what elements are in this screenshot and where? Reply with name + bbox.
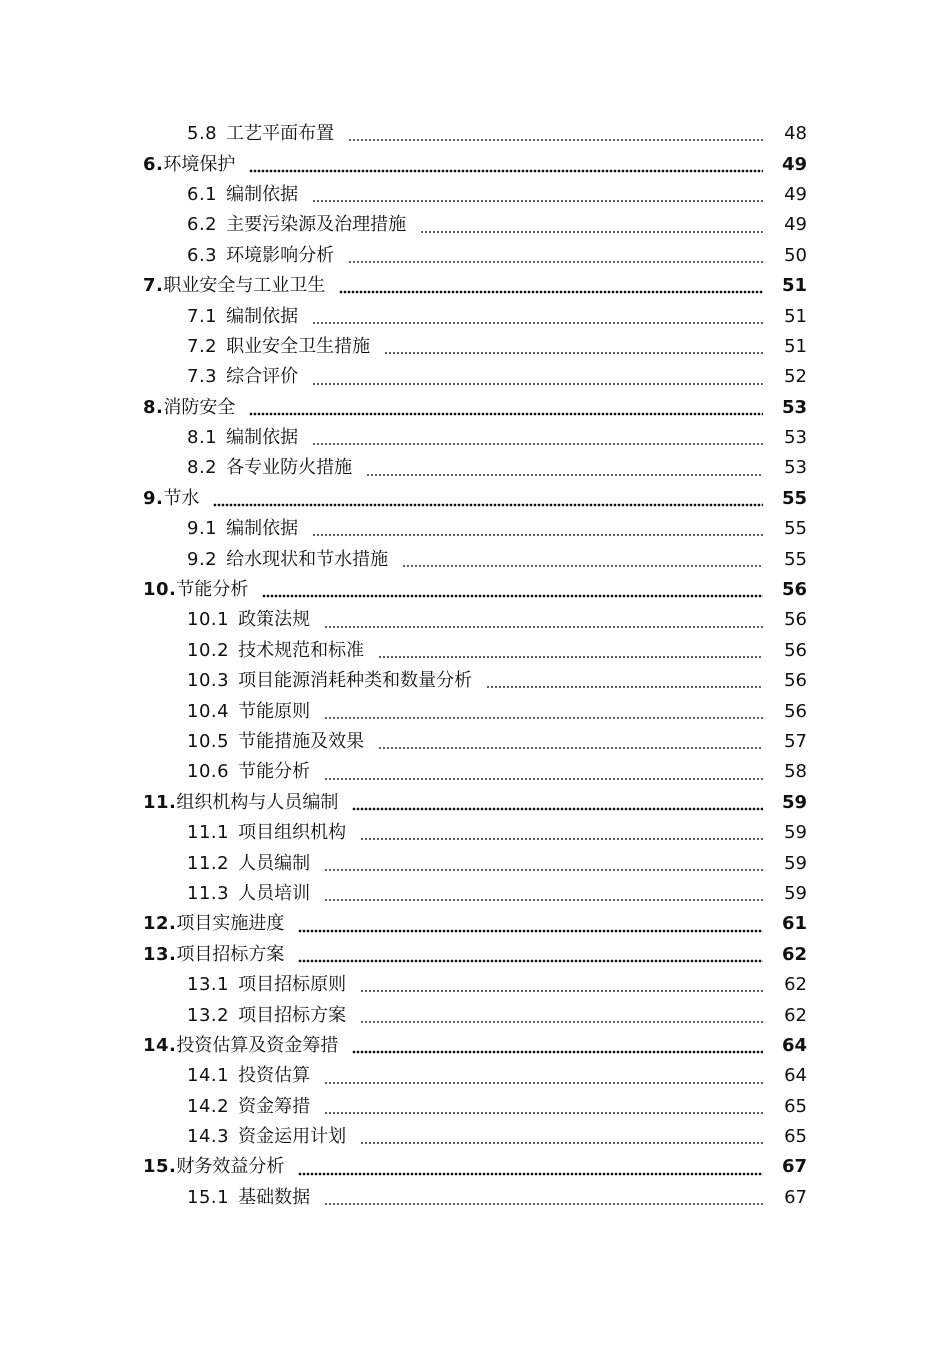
toc-entry-title: 环境保护 [163,153,236,175]
toc-page-number: 62 [784,974,807,996]
dot-leader [312,442,763,446]
toc-section-entry[interactable] [0,544,950,574]
toc-entry-title: 主要污染源及治理措施 [226,214,407,236]
toc-page-number: 65 [784,1126,807,1148]
dot-leader [298,1172,763,1176]
dot-leader [360,1141,763,1145]
toc-entry-label [187,852,311,874]
dot-leader [312,199,763,203]
toc-page-number: 64 [781,1034,807,1056]
toc-page-number: 55 [784,548,807,570]
toc-entry-number: 10.1 [187,609,230,631]
toc-entry-number: 8. [143,396,164,418]
toc-entry-label [143,487,200,509]
dot-leader [298,959,763,963]
toc-entry-label [187,520,298,538]
toc-entry-number: 6.1 [187,183,218,205]
toc-section-entry[interactable] [0,666,950,696]
toc-entry-number: 7.2 [187,335,218,357]
toc-chapter-entry[interactable] [0,909,950,939]
toc-entry-label [187,1186,311,1208]
toc-entry-label [187,1128,346,1146]
toc-entry-title: 节能分析 [238,761,311,783]
toc-page-number: 51 [781,275,807,297]
toc-page-number: 59 [784,882,807,904]
toc-entry-label [143,915,284,933]
toc-page-number: 55 [784,518,807,540]
toc-section-entry[interactable] [0,514,950,544]
toc-entry-label [187,1095,311,1117]
toc-entry-label [187,639,365,661]
toc-chapter-entry[interactable] [0,940,950,970]
toc-entry-number: 10.3 [187,670,230,692]
toc-entry-title: 项目招标方案 [238,1004,347,1026]
toc-chapter-entry[interactable] [0,575,950,605]
toc-entry-label [143,153,236,175]
toc-chapter-entry[interactable] [0,1031,950,1061]
toc-entry-title: 政策法规 [238,609,311,631]
toc-entry-label [187,459,352,477]
dot-leader [324,1111,763,1115]
toc-section-entry[interactable] [0,879,950,909]
toc-entry-label [187,611,310,629]
toc-entry-label [187,700,311,722]
toc-entry-title: 财务效益分析 [176,1156,285,1178]
toc-page-number: 51 [784,335,807,357]
toc-entry-label [187,1004,347,1026]
dot-leader [378,746,763,750]
toc-page-number: 62 [781,943,807,965]
toc-entry-label [187,305,299,327]
table-of-contents [0,119,950,1213]
toc-page-number: 56 [784,639,807,661]
toc-page-number: 59 [784,822,807,844]
toc-entry-title: 节水 [163,487,200,509]
dot-leader [312,533,763,537]
toc-page-number: 53 [781,396,807,418]
dot-leader [360,1020,763,1024]
toc-entry-title: 节能分析 [176,579,249,601]
dot-leader [348,138,763,142]
dot-leader [348,260,763,264]
toc-page-number: 56 [784,670,807,692]
toc-entry-label [187,216,406,234]
toc-section-entry[interactable] [0,453,950,483]
toc-entry-number: 12. [143,913,177,935]
toc-entry-label [143,943,285,965]
toc-entry-title: 编制依据 [226,427,299,449]
toc-entry-label [187,335,371,357]
toc-section-entry[interactable] [0,332,950,362]
toc-page-number: 67 [784,1186,807,1208]
dot-leader [262,594,763,598]
toc-entry-label [187,763,310,781]
toc-chapter-entry[interactable] [0,1152,950,1182]
toc-entry-number: 15.1 [187,1186,230,1208]
toc-page-number: 56 [784,609,807,631]
toc-entry-number: 10. [143,579,177,601]
dot-leader [360,837,763,841]
toc-entry-label [187,672,472,690]
toc-page-number: 56 [784,700,807,722]
dot-leader [298,929,763,933]
toc-entry-number: 5.8 [187,123,218,145]
dot-leader [312,382,763,386]
toc-entry-label [187,882,311,904]
toc-section-entry[interactable] [0,180,950,210]
toc-page-number: 59 [781,791,807,813]
toc-entry-label [187,548,389,570]
toc-section-entry[interactable] [0,423,950,453]
dot-leader [324,1202,763,1206]
toc-entry-title: 资金筹措 [238,1095,311,1117]
toc-entry-title: 资金运用计划 [238,1126,347,1148]
toc-section-entry[interactable] [0,1092,950,1122]
toc-entry-title: 项目招标原则 [238,974,347,996]
dot-leader [366,473,763,477]
toc-page-number: 53 [784,457,807,479]
toc-entry-number: 6. [143,153,164,175]
toc-page-number: 59 [784,852,807,874]
toc-entry-title: 投资估算及资金筹措 [176,1034,339,1056]
dot-leader [352,1050,763,1054]
toc-entry-title: 综合评价 [226,366,299,388]
toc-entry-number: 14. [143,1034,177,1056]
toc-page-number: 50 [784,244,807,266]
toc-entry-number: 10.5 [187,731,230,752]
dot-leader [378,655,763,659]
toc-page-number: 61 [781,913,807,935]
toc-section-entry[interactable] [0,119,950,149]
toc-entry-title: 各专业防火措施 [226,457,353,479]
dot-leader [324,1081,763,1085]
toc-entry-title: 人员编制 [238,852,311,874]
toc-entry-number: 15. [143,1156,177,1178]
toc-entry-number: 7.3 [187,366,218,388]
toc-entry-title: 环境影响分析 [226,244,335,266]
toc-entry-title: 组织机构与人员编制 [176,791,339,813]
toc-page-number: 57 [784,731,807,752]
toc-section-entry[interactable] [0,362,950,392]
toc-entry-title: 技术规范和标准 [238,639,365,661]
toc-page-number: 49 [784,183,807,205]
toc-section-entry[interactable] [0,605,950,635]
toc-entry-title: 投资估算 [238,1065,311,1087]
toc-entry-label [143,277,325,295]
toc-section-entry[interactable] [0,1122,950,1152]
toc-entry-title: 消防安全 [163,396,236,418]
dot-leader [486,685,763,689]
toc-entry-title: 项目组织机构 [238,822,347,844]
toc-entry-label [143,1034,339,1056]
toc-section-entry[interactable] [0,241,950,271]
toc-entry-number: 11.2 [187,852,230,874]
toc-section-entry[interactable] [0,1061,950,1091]
toc-entry-number: 6.2 [187,214,218,236]
toc-entry-number: 7. [143,275,164,297]
toc-entry-title: 项目能源消耗种类和数量分析 [238,670,473,692]
toc-page-number: 56 [781,579,807,601]
toc-chapter-entry[interactable] [0,484,950,514]
toc-entry-title: 给水现状和节水措施 [226,548,389,570]
toc-section-entry[interactable] [0,696,950,726]
dot-leader [339,290,763,294]
toc-page-number: 58 [784,761,807,783]
toc-entry-title: 基础数据 [238,1186,311,1208]
dot-leader [249,169,763,173]
toc-entry-label [143,1158,284,1176]
toc-page-number: 52 [784,366,807,388]
toc-entry-title: 人员培训 [238,882,311,904]
toc-entry-number: 10.4 [187,700,230,722]
toc-entry-label [187,183,299,205]
toc-entry-label [187,244,335,266]
dot-leader [324,777,763,781]
toc-page-number: 53 [784,427,807,449]
toc-page-number: 49 [781,153,807,175]
toc-entry-number: 14.3 [187,1126,230,1148]
toc-entry-number: 14.2 [187,1095,230,1117]
toc-page-number: 67 [781,1156,807,1178]
dot-leader [324,716,763,720]
toc-entry-number: 13.1 [187,974,230,996]
toc-entry-number: 9.2 [187,548,218,570]
toc-chapter-entry[interactable] [0,149,950,179]
toc-section-entry[interactable] [0,757,950,787]
toc-section-entry[interactable] [0,848,950,878]
toc-entry-label [187,733,364,751]
toc-chapter-entry[interactable] [0,788,950,818]
toc-entry-number: 11.3 [187,882,230,904]
toc-entry-title: 节能原则 [238,700,311,722]
toc-entry-number: 10.2 [187,639,230,661]
toc-entry-number: 13.2 [187,1004,230,1026]
toc-entry-label [187,1067,310,1085]
dot-leader [249,412,763,416]
dot-leader [352,807,763,811]
toc-entry-title: 编制依据 [226,183,299,205]
toc-section-entry[interactable] [0,210,950,240]
dot-leader [324,898,763,902]
toc-page-number: 65 [784,1095,807,1117]
toc-section-entry[interactable] [0,301,950,331]
toc-entry-title: 节能措施及效果 [238,731,365,752]
toc-entry-title: 项目实施进度 [176,913,285,935]
toc-entry-title: 编制依据 [226,305,299,327]
toc-entry-label [187,125,334,143]
dot-leader [384,351,763,355]
toc-entry-label [187,429,298,447]
toc-entry-label [187,368,298,386]
dot-leader [360,989,763,993]
toc-entry-number: 11. [143,791,177,813]
toc-entry-number: 8.2 [187,457,218,479]
toc-section-entry[interactable] [0,1183,950,1213]
toc-entry-title: 项目招标方案 [176,943,285,965]
toc-entry-number: 6.3 [187,244,218,266]
toc-entry-number: 9. [143,487,164,509]
dot-leader [312,321,763,325]
toc-page-number: 49 [784,214,807,236]
toc-page-number: 62 [784,1004,807,1026]
toc-entry-label [187,976,346,994]
dot-leader [324,625,763,629]
toc-chapter-entry[interactable] [0,271,950,301]
toc-entry-number: 10.6 [187,761,230,783]
toc-chapter-entry[interactable] [0,393,950,423]
toc-entry-label [143,396,236,418]
toc-entry-number: 8.1 [187,427,218,449]
toc-entry-number: 7.1 [187,305,218,327]
toc-section-entry[interactable] [0,1000,950,1030]
dot-leader [402,564,763,568]
toc-page-number: 48 [784,123,807,145]
toc-entry-title: 职业安全与工业卫生 [163,275,326,297]
toc-page-number: 55 [781,487,807,509]
toc-entry-label [143,581,248,599]
toc-entry-title: 编制依据 [226,518,299,540]
toc-page-number: 51 [784,305,807,327]
toc-entry-number: 14.1 [187,1065,230,1087]
toc-entry-label [187,824,346,842]
dot-leader [324,868,763,872]
toc-section-entry[interactable] [0,970,950,1000]
toc-section-entry[interactable] [0,636,950,666]
toc-entry-title: 职业安全卫生措施 [226,335,371,357]
toc-section-entry[interactable] [0,727,950,757]
toc-entry-label [143,791,339,813]
toc-section-entry[interactable] [0,818,950,848]
toc-entry-title: 工艺平面布置 [226,123,335,145]
toc-entry-number: 11.1 [187,822,230,844]
dot-leader [420,230,763,234]
dot-leader [213,503,763,507]
toc-entry-number: 13. [143,943,177,965]
toc-entry-number: 9.1 [187,518,218,540]
toc-page-number: 64 [784,1065,807,1087]
